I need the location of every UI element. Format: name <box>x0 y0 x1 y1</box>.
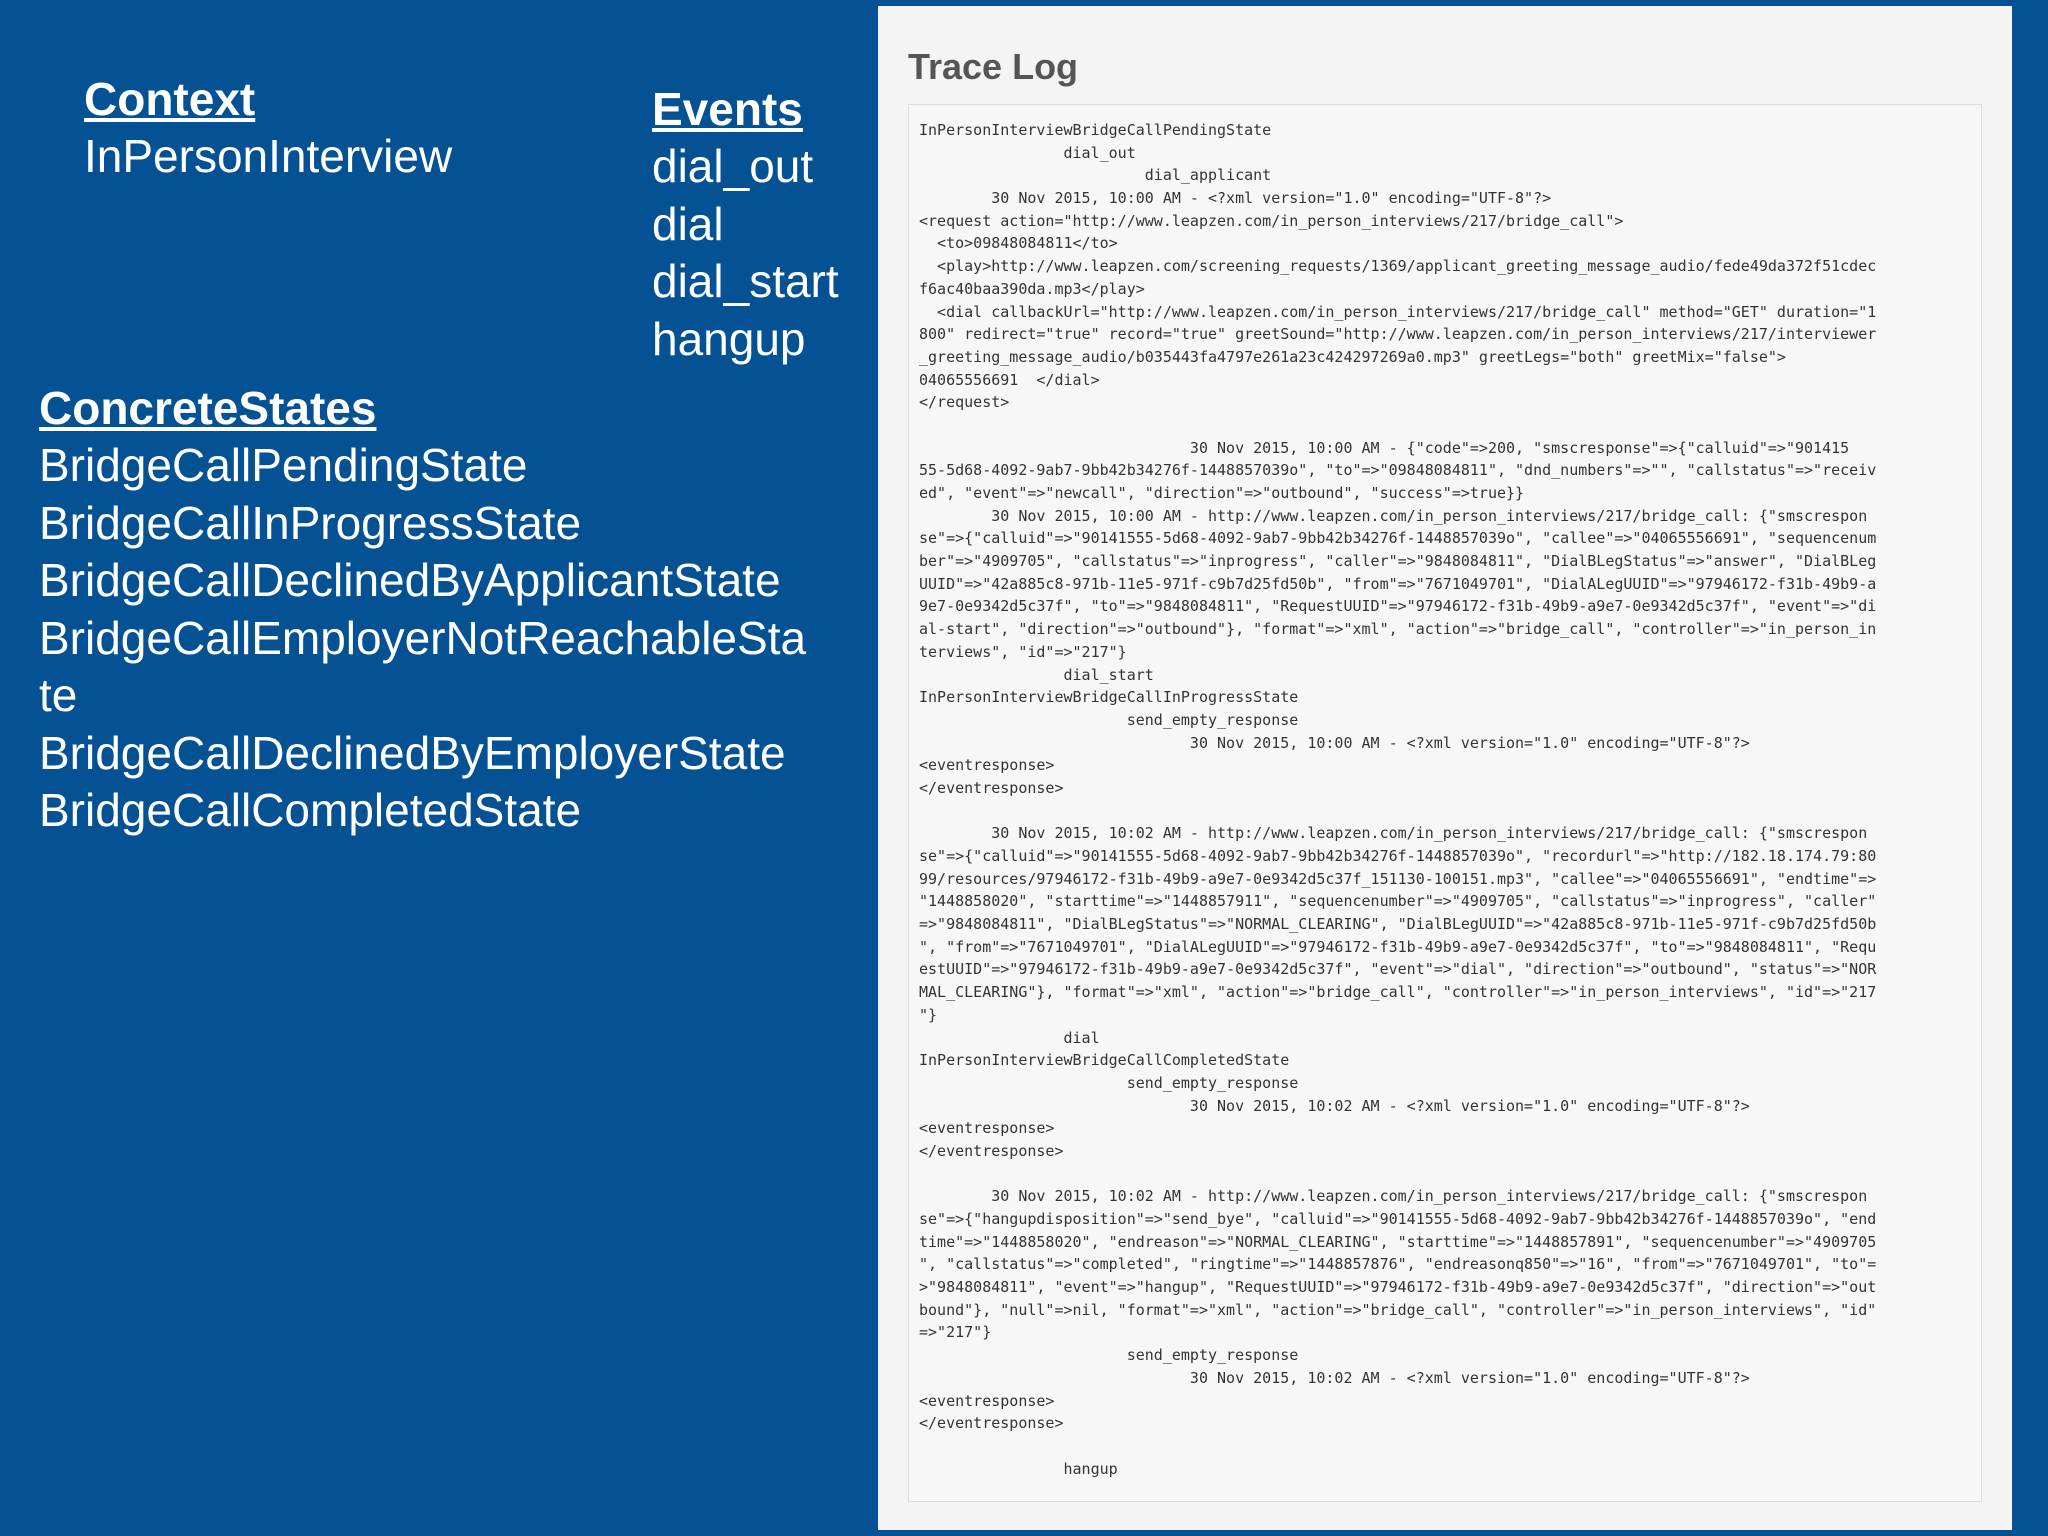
log-line: dial_start <box>919 665 1154 684</box>
events-section <box>652 80 839 368</box>
log-line: </eventresponse> <box>919 1414 1064 1433</box>
log-line: hangup <box>919 1459 1118 1478</box>
log-line: dial <box>919 1028 1100 1047</box>
log-line: "1448858020", "starttime"=>"1448857911", "sequencenumber"=>"4909705", "callstatus"=>"inprogress", "caller" <box>919 892 1877 911</box>
log-line: 30 Nov 2015, 10:02 AM - http://www.leapzen.com/in_person_interviews/217/bridge_call: {"smscrespon <box>919 1187 1868 1206</box>
log-line: 30 Nov 2015, 10:00 AM - <?xml version="1.0" encoding="UTF-8"?> <box>919 733 1750 752</box>
log-line: 30 Nov 2015, 10:00 AM - <?xml version="1.0" encoding="UTF-8"?> <box>919 189 1552 208</box>
context-value: InPersonInterview <box>84 130 453 182</box>
log-line: send_empty_response <box>919 1073 1299 1092</box>
log-line: bound"}, "null"=>nil, "format"=>"xml", "action"=>"bridge_call", "controller"=>"in_person_interviews", "id" <box>919 1300 1877 1319</box>
log-line: </eventresponse> <box>919 778 1064 797</box>
event-item: hangup <box>652 312 806 365</box>
log-line: se"=>{"hangupdisposition"=>"send_bye", "calluid"=>"90141555-5d68-4092-9ab7-9bb42b34276f-1448857039o", "end <box>919 1210 1877 1228</box>
event-item: dial_out <box>652 140 814 192</box>
log-line: ber"=>"4909705", "callstatus"=>"inprogress", "caller"=>"9848084811", "DialBLegStatus"=>"answer", "DialBLeg <box>919 552 1877 571</box>
log-line: <play>http://www.leapzen.com/screening_requests/1369/applicant_greeting_message_audio/fede49da372f51cdec <box>919 257 1877 276</box>
event-item: dial_start <box>652 255 839 307</box>
log-line: f6ac40baa390da.mp3</play> <box>919 279 1145 298</box>
trace-log-box <box>908 104 1982 1502</box>
log-line: send_empty_response <box>919 710 1299 729</box>
log-line: InPersonInterviewBridgeCallPendingState <box>919 121 1272 139</box>
concrete-state-line: BridgeCallPendingState <box>39 439 528 491</box>
log-line: ", "from"=>"7671049701", "DialALegUUID"=>"97946172-f31b-49b9-a9e7-0e9342d5c37f", "to"=>"9848084811", "Requ <box>919 937 1877 956</box>
log-line <box>919 1435 1975 1458</box>
log-line: 9e7-0e9342d5c37f", "to"=>"9848084811", "RequestUUID"=>"97946172-f31b-49b9-a9e7-0e9342d5c37f", "event"=>"di <box>919 597 1877 616</box>
log-line: 30 Nov 2015, 10:00 AM - {"code"=>200, "smscresponse"=>{"calluid"=>"901415 <box>919 438 1850 457</box>
log-line <box>919 1163 1975 1186</box>
context-heading: Context <box>84 73 256 125</box>
event-item: dial <box>652 197 724 250</box>
log-line: dial_applicant <box>919 166 1272 185</box>
log-line: se"=>{"calluid"=>"90141555-5d68-4092-9ab7-9bb42b34276f-1448857039o", "callee"=>"04065556691", "sequencenum <box>919 529 1877 548</box>
log-line: >"9848084811", "event"=>"hangup", "RequestUUID"=>"97946172-f31b-49b9-a9e7-0e9342d5c37f", "direction"=>"out <box>919 1278 1877 1297</box>
trace-log-lines <box>919 119 1975 1480</box>
trace-log-panel <box>878 6 2012 1530</box>
log-line: <to>09848084811</to> <box>919 234 1118 253</box>
log-line: dial_out <box>919 143 1136 162</box>
log-line: <request action="http://www.leapzen.com/in_person_interviews/217/bridge_call"> <box>919 211 1624 230</box>
concrete-state-line: te <box>39 669 78 721</box>
log-line: </eventresponse> <box>919 1141 1064 1160</box>
log-line: al-start", "direction"=>"outbound"}, "format"=>"xml", "action"=>"bridge_call", "controller"=>"in_person_in <box>919 620 1877 639</box>
log-line: 30 Nov 2015, 10:02 AM - http://www.leapzen.com/in_person_interviews/217/bridge_call: {"smscrespon <box>919 824 1868 843</box>
log-line: 99/resources/97946172-f31b-49b9-a9e7-0e9342d5c37f_151130-100151.mp3", "callee"=>"04065556691", "endtime"=> <box>919 869 1877 888</box>
log-line: estUUID"=>"97946172-f31b-49b9-a9e7-0e9342d5c37f", "event"=>"dial", "direction"=>"outbound", "status"=>"NOR <box>919 960 1877 979</box>
log-line: time"=>"1448858020", "endreason"=>"NORMAL_CLEARING", "starttime"=>"1448857891", "sequencenumber"=>"4909705 <box>919 1232 1877 1251</box>
log-line: 30 Nov 2015, 10:02 AM - <?xml version="1.0" encoding="UTF-8"?> <box>919 1368 1750 1387</box>
log-line: 800" redirect="true" record="true" greetSound="http://www.leapzen.com/in_person_interviews/217/interviewer <box>919 325 1877 344</box>
log-line: =>"217"} <box>919 1323 992 1342</box>
log-line <box>919 414 1975 437</box>
log-line: <eventresponse> <box>919 1391 1055 1410</box>
concrete-states-heading: ConcreteStates <box>39 382 377 434</box>
log-line <box>919 800 1975 823</box>
concrete-state-line: BridgeCallInProgressState <box>39 496 582 549</box>
log-line: terviews", "id"=>"217"} <box>919 642 1127 661</box>
log-line: </request> <box>919 393 1010 412</box>
concrete-state-line: BridgeCallDeclinedByApplicantState <box>39 554 781 606</box>
log-line: ed", "event"=>"newcall", "direction"=>"outbound", "success"=>true}} <box>919 484 1525 502</box>
log-line: <eventresponse> <box>919 756 1055 775</box>
concrete-state-line: BridgeCallDeclinedByEmployerState <box>39 726 786 779</box>
log-line: 30 Nov 2015, 10:02 AM - <?xml version="1.0" encoding="UTF-8"?> <box>919 1096 1750 1115</box>
events-heading: Events <box>652 83 803 135</box>
log-line: 55-5d68-4092-9ab7-9bb42b34276f-1448857039o", "to"=>"09848084811", "dnd_numbers"=>"", "callstatus"=>"receiv <box>919 461 1877 480</box>
log-line: 30 Nov 2015, 10:00 AM - http://www.leapzen.com/in_person_interviews/217/bridge_call: {"smscrespon <box>919 506 1868 525</box>
concrete-states-section <box>39 379 806 840</box>
log-line: <eventresponse> <box>919 1119 1055 1138</box>
log-line: ", "callstatus"=>"completed", "ringtime"=>"1448857876", "endreasonq850"=>"16", "from"=>"7671049701", "to"= <box>919 1255 1877 1274</box>
log-line: 04065556691 </dial> <box>919 370 1100 389</box>
context-section <box>84 70 452 186</box>
log-line: <dial callbackUrl="http://www.leapzen.com/in_person_interviews/217/bridge_call" method="GET" duration="1 <box>919 302 1877 321</box>
trace-log-title: Trace Log <box>908 46 1079 87</box>
log-line: _greeting_message_audio/b035443fa4797e261a23c424297269a0.mp3" greetLegs="both" greetMix="false"> <box>919 347 1786 366</box>
log-line: MAL_CLEARING"}, "format"=>"xml", "action"=>"bridge_call", "controller"=>"in_person_interviews", "id"=>"217 <box>919 983 1877 1002</box>
log-line: send_empty_response <box>919 1346 1299 1365</box>
concrete-state-line: BridgeCallCompletedState <box>39 784 582 836</box>
log-line: "} <box>919 1005 938 1024</box>
log-line: UUID"=>"42a885c8-971b-11e5-971f-c9b7d25fd50b", "from"=>"7671049701", "DialALegUUID"=>"97946172-f31b-49b9-a <box>919 574 1877 593</box>
log-line: InPersonInterviewBridgeCallCompletedState <box>919 1051 1290 1070</box>
log-line: =>"9848084811", "DialBLegStatus"=>"NORMAL_CLEARING", "DialBLegUUID"=>"42a885c8-971b-11e5-971f-c9b7d25fd50b <box>919 915 1877 934</box>
concrete-state-line: BridgeCallEmployerNotReachableSta <box>39 611 807 664</box>
log-line: InPersonInterviewBridgeCallInProgressState <box>919 688 1299 707</box>
log-line: se"=>{"calluid"=>"90141555-5d68-4092-9ab7-9bb42b34276f-1448857039o", "recordurl"=>"http://182.18.174.79:80 <box>919 847 1877 865</box>
